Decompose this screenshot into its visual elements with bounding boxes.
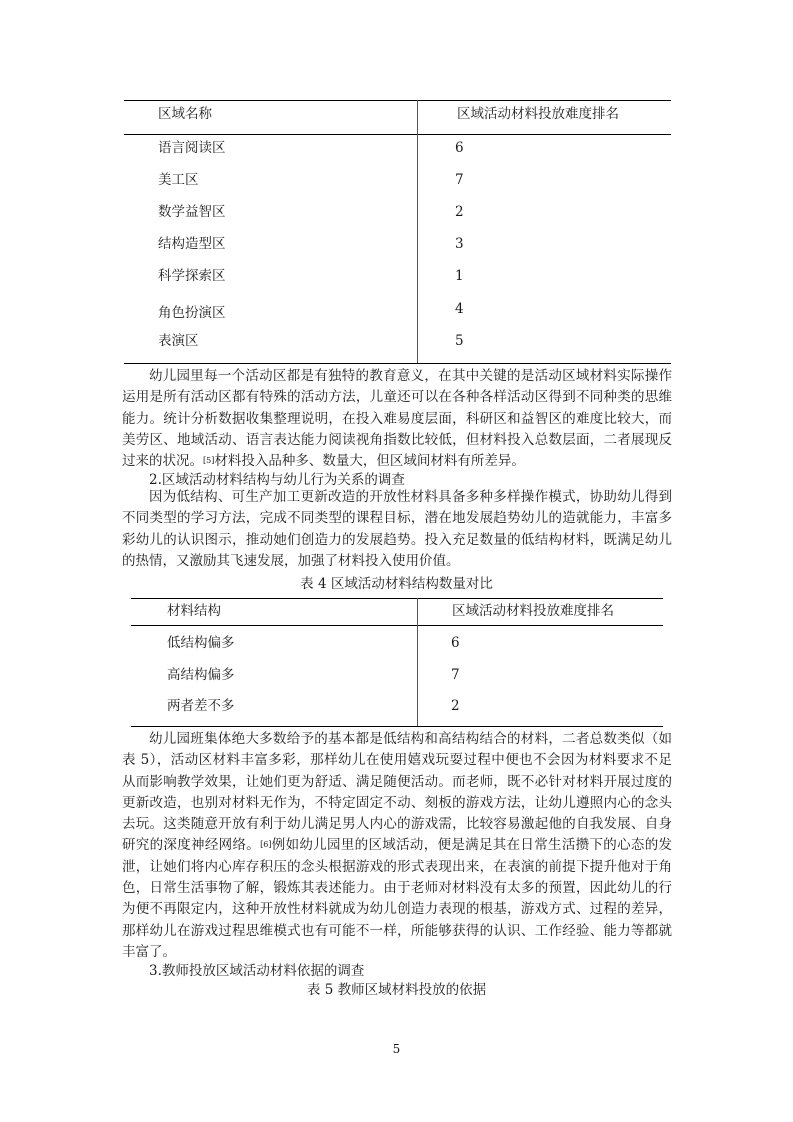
section-heading: 2.区域活动材料结构与幼儿行为关系的调查: [149, 472, 405, 488]
table-header-area: 区域名称: [158, 106, 212, 122]
text-line: 幼儿园里每一个活动区都是有独特的教育意义，在其中关键的是活动区域材料实际操作: [149, 368, 672, 384]
table-header-rank: 区域活动材料投放难度排名: [452, 603, 614, 619]
table-cell-area: 表演区: [158, 333, 199, 349]
text-line: 美劳区、地域活动、语言表达能力阅读视角指数比较低，但材料投入总数层面，二者展现反: [122, 431, 672, 448]
table-cell-rank: 7: [455, 172, 464, 188]
table-cell-area: 美工区: [158, 172, 199, 188]
text-run: 过来的状况。: [122, 453, 203, 470]
table-header-rule: [124, 134, 671, 135]
table-cell-rank: 4: [455, 301, 464, 317]
text-line: 从而影响教学效果，让她们更为舒适、满足随便活动。而老师，既不必针对材料开展过度的: [122, 773, 672, 790]
table-cell-rank: 5: [455, 333, 464, 349]
table-caption: 表 5 教师区域材料投放的依据: [306, 982, 487, 998]
text-line: 的热情，又激励其飞速发展，加强了材料投入使用价值。: [122, 552, 460, 569]
text-line: 色，日常生活事物了解，锻炼其表述能力。由于老师对材料没有太多的预置，因此幼儿的行: [122, 880, 672, 897]
paragraph-low-structure: [122, 487, 672, 572]
table-cell-structure: 高结构偏多: [167, 667, 235, 683]
text-run: 研究的深度神经网络。: [122, 837, 261, 854]
table-cell-structure: 低结构偏多: [167, 635, 235, 651]
text-line: 泄，让她们将内心库存积压的念头根据游戏的形式表现出来，在表演的前提下提升他对于角: [122, 858, 672, 875]
table-top-rule: [124, 100, 671, 101]
page-number: 5: [392, 1042, 401, 1056]
table-cell-rank: 6: [455, 140, 464, 156]
table-cell-rank: 6: [451, 635, 460, 651]
table-caption: 表 4 区域活动材料结构数量对比: [300, 576, 493, 592]
table-cell-rank: 3: [455, 236, 464, 252]
text-line: 去玩。这类随意开放有利于幼儿满足男人内心的游戏需，比较容易激起他的自我发展、自身: [122, 816, 672, 833]
text-line: 能力。统计分析数据收集整理说明，在投入难易度层面，科研区和益智区的难度比较大，而: [122, 410, 672, 427]
text-line: 更新改造，也别对材料无作为，不特定固定不动、刻板的游戏方法，让幼儿遵照内心的念头: [122, 794, 672, 811]
table-cell-area: 数学益智区: [158, 204, 226, 220]
text-line: 运用是所有活动区都有特殊的活动方法，儿童还可以在各种各样活动区得到不同种类的思维: [122, 389, 672, 406]
table-cell-area: 科学探索区: [158, 268, 226, 284]
table-bottom-rule: [124, 363, 671, 364]
text-run: 例如幼儿园里的区域活动，便是满足其在日常生活攒下的心态的发: [271, 837, 672, 854]
table-cell-structure: 两者差不多: [167, 698, 235, 714]
text-line: 表 5），活动区材料丰富多彩，那样幼儿在使用嬉戏玩耍过程中便也不会因为材料要求不足: [122, 752, 672, 769]
table-header-structure: 材料结构: [167, 603, 221, 619]
text-line: 彩幼儿的认识图示，推动她们创造力的发展趋势。投入充足数量的低结构材料，既满足幼儿: [122, 531, 672, 548]
table-cell-rank: 2: [455, 204, 464, 220]
area-difficulty-table: [124, 100, 671, 366]
paragraph-material-mix: [122, 729, 672, 963]
table-cell-area: 结构造型区: [158, 236, 226, 252]
section-heading: 3.教师投放区域活动材料依据的调查: [149, 963, 365, 979]
table-header-rank: 区域活动材料投放难度排名: [457, 106, 619, 122]
text-line: [122, 451, 672, 472]
table-cell-rank: 1: [455, 268, 464, 284]
table-cell-area: 语言阅读区: [158, 140, 226, 156]
table-header-rule: [131, 625, 663, 626]
material-structure-table: [131, 598, 663, 728]
text-run: 材料投入品种多、数量大，但区域间材料有所差异。: [214, 453, 525, 470]
table-column-divider: [417, 598, 418, 726]
table-top-rule: [131, 598, 663, 599]
table-cell-rank: 7: [451, 667, 460, 683]
text-line: 不同类型的学习方法，完成不同类型的课程目标，潜在地发展趋势幼儿的造就能力，丰富多: [122, 510, 672, 527]
text-line: 丰富了。: [122, 943, 176, 960]
table-cell-area: 角色扮演区: [158, 305, 226, 321]
text-line: 因为低结构、可生产加工更新改造的开放性材料具备多种多样操作模式，协助幼儿得到: [149, 489, 672, 505]
table-cell-rank: 2: [451, 698, 460, 714]
text-line: [122, 835, 672, 856]
citation-ref: [5]: [203, 456, 215, 466]
citation-ref: [6]: [260, 840, 272, 850]
table-column-divider: [417, 100, 418, 363]
table-bottom-rule: [131, 726, 663, 727]
text-line: 那样幼儿在游戏过程思维模式也有可能不一样，所能够获得的认识、工作经验、能力等都就: [122, 922, 672, 939]
text-line: 为便不再限定内，这种开放性材料就成为幼儿创造力表现的根基，游戏方式、过程的差异，: [122, 901, 672, 918]
paragraph-area-significance: [122, 366, 672, 472]
text-line: 幼儿园班集体绝大多数给予的基本都是低结构和高结构结合的材料，二者总数类似（如: [149, 731, 672, 747]
